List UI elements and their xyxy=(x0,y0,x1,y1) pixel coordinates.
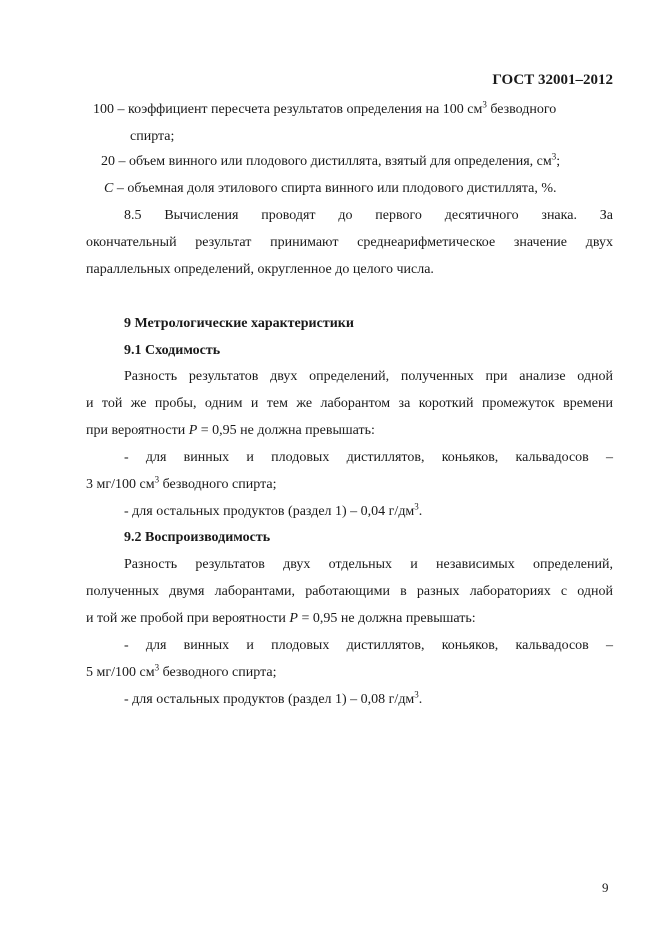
paragraph-line: параллельных определений, округленное до целого числа. xyxy=(86,262,434,277)
superscript: 3 xyxy=(154,662,160,673)
text: = 0,95 не должна превышать: xyxy=(297,611,476,626)
superscript: 3 xyxy=(414,501,419,512)
text: . xyxy=(418,692,423,707)
legend-text: – объемная доля этилового спирта винного или плодового дистиллята, %. xyxy=(113,181,557,196)
bullet-line xyxy=(86,476,613,494)
bullet-line xyxy=(124,691,613,709)
bullet-line: - для винных и плодовых дистиллятов, коньяков, кальвадосов – xyxy=(124,450,613,465)
legend-line-1 xyxy=(93,101,620,119)
section-9-2-heading: 9.2 Воспроизводимость xyxy=(124,530,271,545)
paragraph-line xyxy=(86,422,613,440)
legend-text: безводного xyxy=(486,102,557,117)
text: 5 мг/100 см xyxy=(86,665,155,680)
bullet-line xyxy=(124,503,613,521)
superscript: 3 xyxy=(414,689,419,700)
text: безводного спирта; xyxy=(159,665,277,680)
legend-text: ; xyxy=(556,154,561,169)
paragraph-line: 8.5 Вычисления проводят до первого десятичного знака. За xyxy=(124,208,613,223)
legend-text: 100 – коэффициент пересчета результатов определения на 100 см xyxy=(93,102,483,117)
superscript: 3 xyxy=(154,474,160,485)
paragraph-line: окончательный результат принимают среднеарифметическое значение двух xyxy=(86,235,613,250)
text: и той же пробой при вероятности xyxy=(86,611,290,626)
legend-line-3 xyxy=(101,153,628,171)
legend-line-4 xyxy=(104,180,631,198)
text: . xyxy=(418,504,423,519)
section-9-heading: 9 Метрологические характеристики xyxy=(124,316,354,331)
legend-line-2: спирта; xyxy=(130,129,175,144)
text: безводного спирта; xyxy=(159,477,277,492)
paragraph-line: и той же пробы, одним и тем же лаборантом за короткий промежуток времени xyxy=(86,396,613,411)
variable-symbol: C xyxy=(104,181,114,196)
bullet-line xyxy=(86,664,613,682)
text: 3 мг/100 см xyxy=(86,477,155,492)
paragraph-line: Разность результатов двух определений, полученных при анализе одной xyxy=(124,369,613,384)
legend-text: 20 – объем винного или плодового дистиллята, взятый для определения, см xyxy=(101,154,552,169)
paragraph-line: Разность результатов двух отдельных и независимых определений, xyxy=(124,557,613,572)
paragraph-line: полученных двумя лаборантами, работающими в разных лабораториях с одной xyxy=(86,584,613,599)
text: - для остальных продуктов (раздел 1) – 0,04 г/дм xyxy=(124,504,415,519)
bullet-line: - для винных и плодовых дистиллятов, коньяков, кальвадосов – xyxy=(124,638,613,653)
superscript: 3 xyxy=(551,151,557,162)
document-id: ГОСТ 32001–2012 xyxy=(492,72,613,88)
section-9-1-heading: 9.1 Сходимость xyxy=(124,343,221,358)
variable-symbol: P xyxy=(188,423,198,438)
text: при вероятности xyxy=(86,423,189,438)
page-number: 9 xyxy=(602,880,609,895)
paragraph-line xyxy=(86,610,613,628)
superscript: 3 xyxy=(482,99,487,110)
text: = 0,95 не должна превышать: xyxy=(197,423,375,438)
variable-symbol: P xyxy=(289,611,298,626)
text: - для остальных продуктов (раздел 1) – 0,08 г/дм xyxy=(124,692,415,707)
